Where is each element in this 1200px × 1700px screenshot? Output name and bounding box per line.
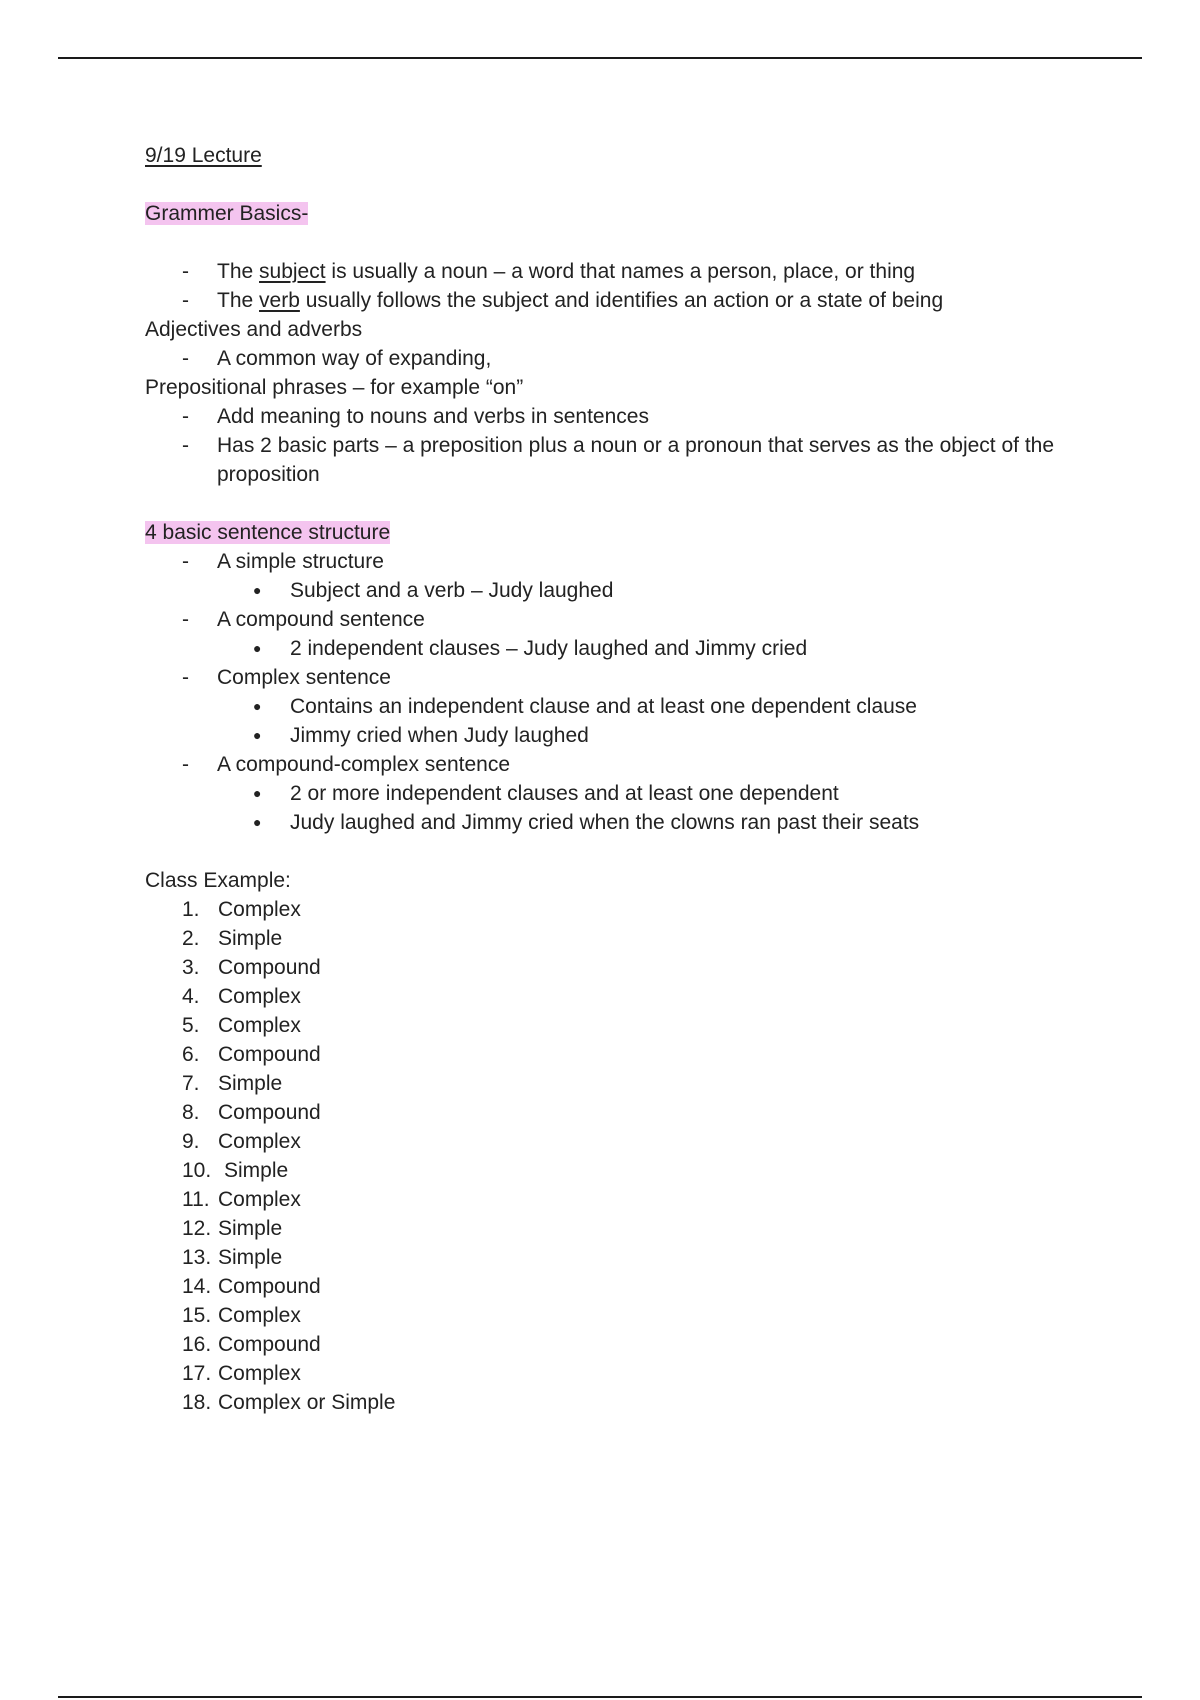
adjectives-list xyxy=(145,344,1090,373)
list-item: 9. Complex xyxy=(182,1130,301,1153)
list-item: 3. Compound xyxy=(182,956,321,979)
class-example-list xyxy=(145,895,1090,1417)
bullet-item: ● 2 independent clauses – Judy laughed and Jimmy cried xyxy=(145,634,1090,663)
bullet-item: ● 2 or more independent clauses and at least one dependent xyxy=(145,779,1090,808)
adjectives-heading: Adjectives and adverbs xyxy=(145,318,363,341)
list-item: - A compound sentence xyxy=(145,605,1090,634)
bullet-item: ● Jimmy cried when Judy laughed xyxy=(145,721,1090,750)
list-item: 4. Complex xyxy=(182,985,301,1008)
list-item: 5. Complex xyxy=(182,1014,301,1037)
list-item: - Complex sentence xyxy=(145,663,1090,692)
structures-heading: 4 basic sentence structure xyxy=(145,521,391,544)
class-example-heading: Class Example: xyxy=(145,869,291,892)
list-item: 8. Compound xyxy=(182,1101,321,1124)
list-item: - A simple structure xyxy=(145,547,1090,576)
bottom-rule xyxy=(58,1696,1142,1698)
list-item: 17. Complex xyxy=(182,1362,301,1385)
list-item: 12. Simple xyxy=(182,1217,283,1240)
bullet-item: ● Contains an independent clause and at least one dependent clause xyxy=(145,692,1090,721)
list-item: - A common way of expanding, xyxy=(145,344,1090,373)
list-item: 14. Compound xyxy=(182,1275,321,1298)
list-item: - Has 2 basic parts – a preposition plus a noun or a pronoun that serves as the object of the proposition xyxy=(145,431,1090,489)
prepositional-list xyxy=(145,402,1090,489)
list-item: 7. Simple xyxy=(182,1072,283,1095)
list-item: - The verb usually follows the subject and identifies an action or a state of being xyxy=(145,286,1090,315)
bullet-list xyxy=(145,634,1090,663)
grammar-heading: Grammer Basics- xyxy=(145,202,309,225)
list-item: 16. Compound xyxy=(182,1333,321,1356)
top-rule xyxy=(58,57,1142,59)
verb-term: verb xyxy=(259,289,300,312)
document-body xyxy=(145,141,1090,1417)
list-item: - The subject is usually a noun – a word that names a person, place, or thing xyxy=(145,257,1090,286)
structures-list xyxy=(145,547,1090,576)
subject-term: subject xyxy=(259,260,326,283)
list-item: 18. Complex or Simple xyxy=(182,1391,396,1414)
list-item: - A compound-complex sentence xyxy=(145,750,1090,779)
bullet-item: ● Subject and a verb – Judy laughed xyxy=(145,576,1090,605)
list-item: 11. Complex xyxy=(182,1188,301,1211)
list-item: 10. Simple xyxy=(182,1159,289,1182)
list-item: - Add meaning to nouns and verbs in sentences xyxy=(145,402,1090,431)
bullet-item: ● Judy laughed and Jimmy cried when the clowns ran past their seats xyxy=(145,808,1090,837)
bullet-list xyxy=(145,576,1090,605)
list-item: 1. Complex xyxy=(182,898,301,921)
prepositional-heading: Prepositional phrases – for example “on” xyxy=(145,376,524,399)
bullet-list xyxy=(145,692,1090,750)
list-item: 13. Simple xyxy=(182,1246,283,1269)
list-item: 2. Simple xyxy=(182,927,283,950)
grammar-list xyxy=(145,257,1090,315)
list-item: 6. Compound xyxy=(182,1043,321,1066)
bullet-list xyxy=(145,779,1090,837)
list-item: 15. Complex xyxy=(182,1304,301,1327)
page-title: 9/19 Lecture xyxy=(145,144,262,167)
